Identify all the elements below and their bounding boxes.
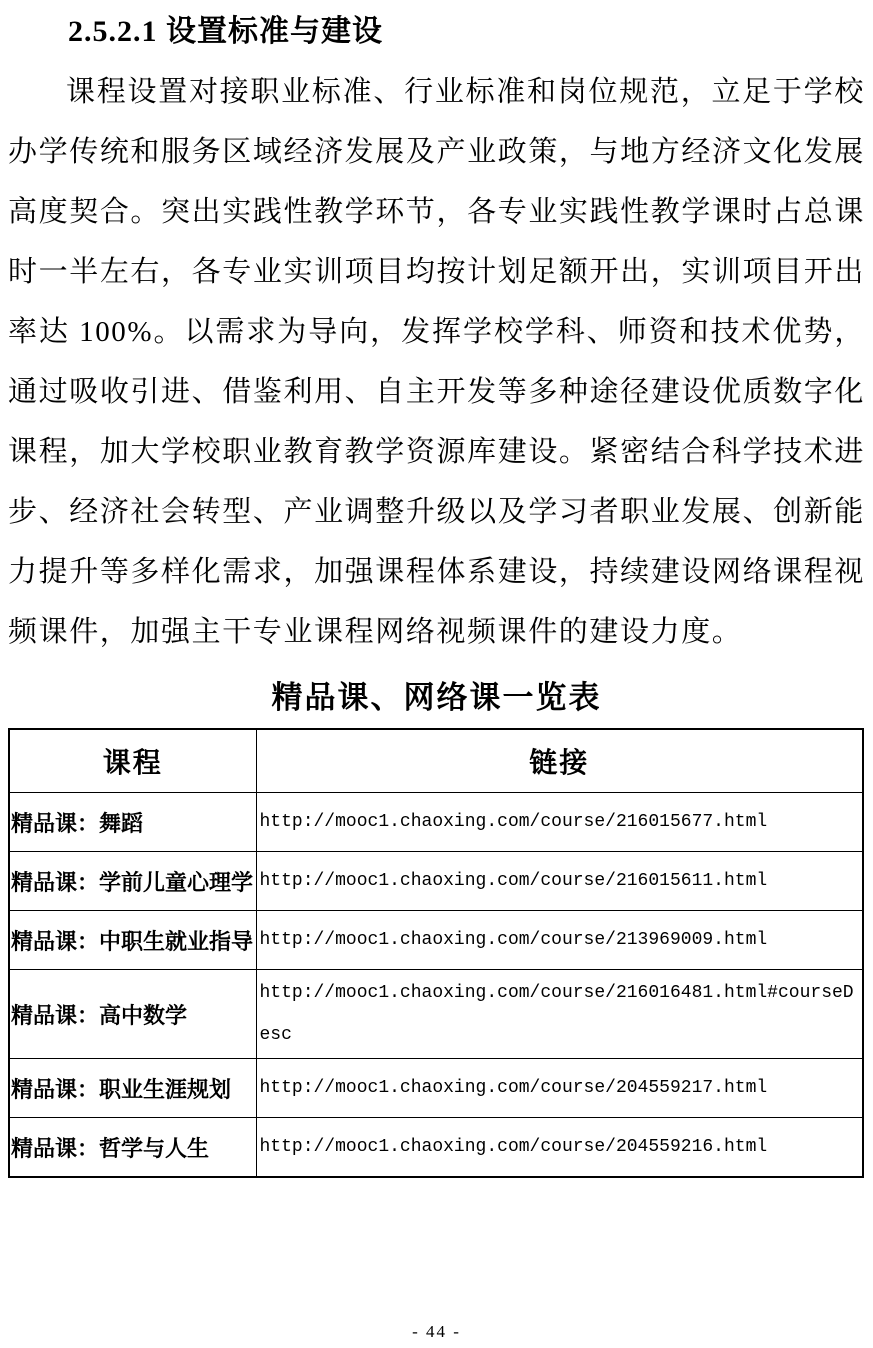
page-number: - 44 - xyxy=(412,1322,461,1341)
course-table-header xyxy=(9,729,863,793)
column-header-link: 链接 xyxy=(256,729,863,793)
course-table-body xyxy=(9,793,863,1178)
course-link-text: http://mooc1.chaoxing.com/course/216015611.html xyxy=(256,852,863,911)
table-row xyxy=(9,970,863,1059)
course-link-table xyxy=(8,728,864,1178)
course-link-text: http://mooc1.chaoxing.com/course/216015677.html xyxy=(256,793,863,852)
table-row xyxy=(9,852,863,911)
course-name-cell: 精品课：中职生就业指导 xyxy=(9,911,256,970)
body-paragraph: 课程设置对接职业标准、行业标准和岗位规范，立足于学校办学传统和服务区域经济发展及产业政策，与地方经济文化发展高度契合。突出实践性教学环节，各专业实践性教学课时占总课时一半左右，各专业实训项目均按计划足额开出，实训项目开出率达 100%。以需求为导向，发挥学校学科、师资和技术优势，通过吸收引进、借鉴利用、自主开发等多种途径建设优质数字化课程，加大学校职业教育教学资源库建设。紧密结合科学技术进步、经济社会转型、产业调整升级以及学习者职业发展、创新能力提升等多样化需求，加强课程体系建设，持续建设网络课程视频课件，加强主干专业课程网络视频课件的建设力度。 xyxy=(8,76,865,648)
table-row xyxy=(9,1059,863,1118)
course-name-cell: 精品课：哲学与人生 xyxy=(9,1118,256,1178)
course-link-text: http://mooc1.chaoxing.com/course/216016481.html#courseDesc xyxy=(256,970,863,1059)
column-header-course: 课程 xyxy=(9,729,256,793)
page-footer xyxy=(0,1322,873,1342)
course-link-text: http://mooc1.chaoxing.com/course/213969009.html xyxy=(256,911,863,970)
document-page xyxy=(0,12,873,1348)
course-link-text: http://mooc1.chaoxing.com/course/204559216.html xyxy=(256,1118,863,1178)
table-row xyxy=(9,1118,863,1178)
header-row xyxy=(9,729,863,793)
course-name-cell: 精品课：职业生涯规划 xyxy=(9,1059,256,1118)
course-name-cell: 精品课：舞蹈 xyxy=(9,793,256,852)
section-heading: 2.5.2.1 设置标准与建设 xyxy=(68,15,383,48)
table-row xyxy=(9,911,863,970)
course-link-text: http://mooc1.chaoxing.com/course/204559217.html xyxy=(256,1059,863,1118)
table-caption: 精品课、网络课一览表 xyxy=(271,680,602,715)
course-name-cell: 精品课：高中数学 xyxy=(9,970,256,1059)
course-name-cell: 精品课：学前儿童心理学 xyxy=(9,852,256,911)
table-row xyxy=(9,793,863,852)
